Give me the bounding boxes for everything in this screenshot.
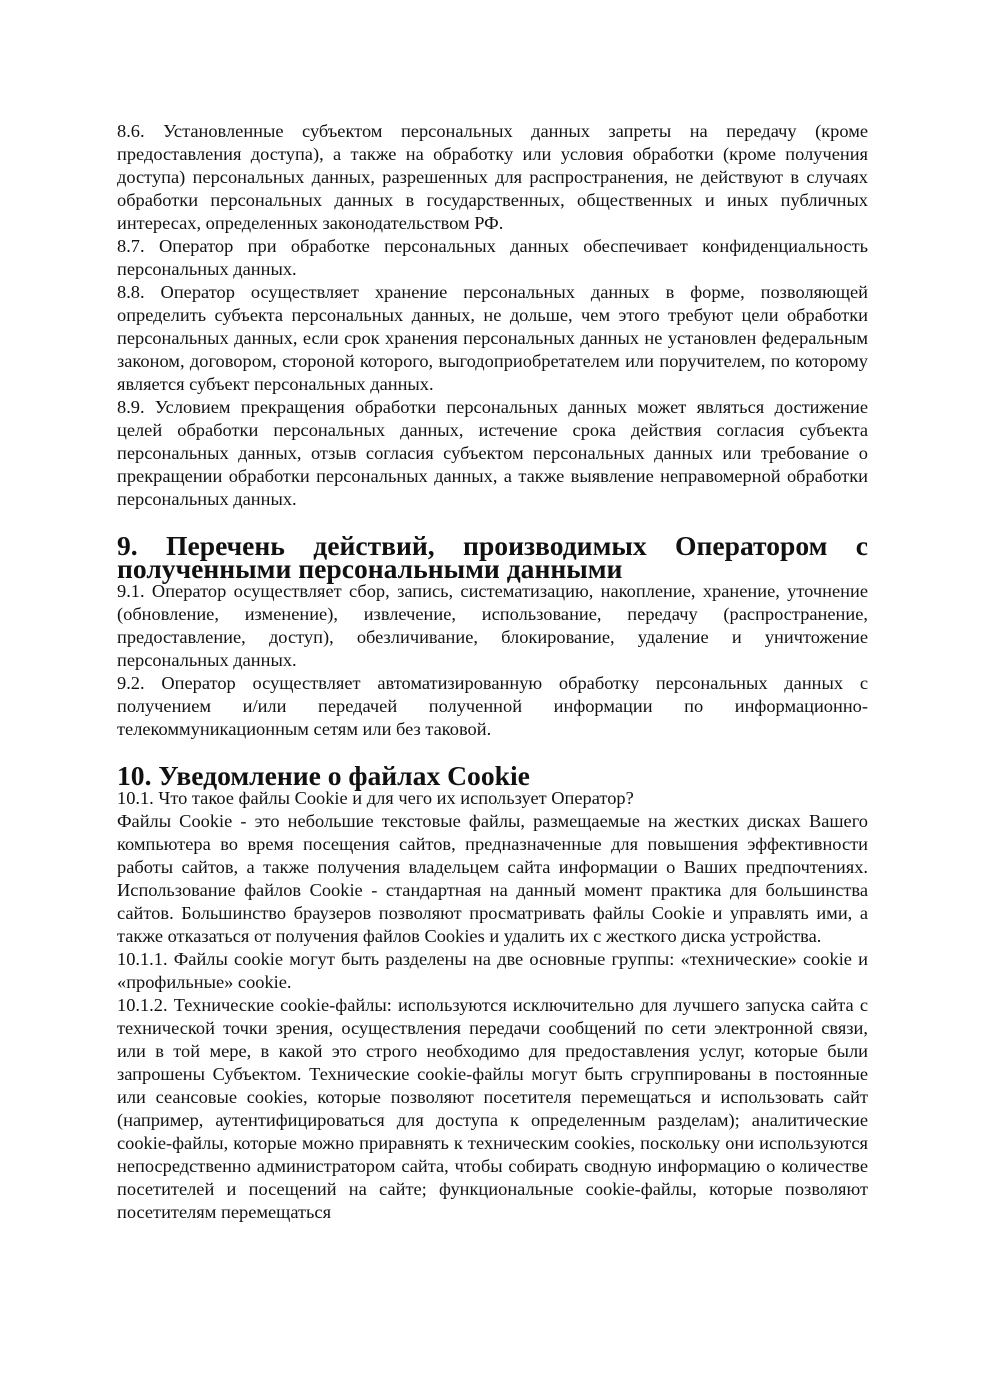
paragraph-8-7: 8.7. Оператор при обработке персональных данных обеспечивает конфиденциальность персональных данных. bbox=[117, 236, 868, 279]
document-page bbox=[117, 120, 868, 1224]
section-9-heading: 9. Перечень действий, производимых Оператором с полученными персональными данными bbox=[117, 530, 868, 584]
paragraph-8-6: 8.6. Установленные субъектом персональных данных запреты на передачу (кроме предоставления доступа), а также на обработку или условия обработки (кроме получения доступа) персональных данных, разрешенных для распространения, не действуют в случаях обработки персональных данных в государственных, общественных и иных публичных интересах, определенных законодательством РФ. bbox=[117, 121, 868, 233]
paragraph-10-1: 10.1. Что такое файлы Cookie и для чего их использует Оператор? bbox=[117, 788, 634, 808]
paragraph-9-2: 9.2. Оператор осуществляет автоматизированную обработку персональных данных с получением и/или передачей полученной информации по информационно-телекоммуникационным сетям или без таковой. bbox=[117, 673, 868, 739]
paragraph-cookie-definition: Файлы Cookie - это небольшие текстовые файлы, размещаемые на жестких дисках Вашего компьютера во время посещения сайтов, предназначенные для повышения эффективности работы сайтов, а также получения владельцем сайта информации о Ваших предпочтениях. Использование файлов Cookie - стандартная на данный момент практика для большинства сайтов. Большинство браузеров позволяют просматривать файлы Cookie и управлять ими, а также отказаться от получения файлов Cookies и удалить их с жесткого диска устройства. bbox=[117, 811, 868, 946]
paragraph-9-1: 9.1. Оператор осуществляет сбор, запись, систематизацию, накопление, хранение, уточнение (обновление, изменение), извлечение, использование, передачу (распространение, предоставление, доступ), обезличивание, блокирование, удаление и уничтожение персональных данных. bbox=[117, 581, 868, 670]
section-10-heading: 10. Уведомление о файлах Cookie bbox=[117, 760, 530, 791]
paragraph-10-1-2: 10.1.2. Технические cookie-файлы: используются исключительно для лучшего запуска сайта с технической точки зрения, осуществления передачи сообщений по сети электронной связи, или в той мере, в какой это строго необходимо для предоставления услуг, которые были запрошены Субъектом. Технические cookie-файлы могут быть сгруппированы в постоянные или сеансовые cookies, которые позволяют посетителя перемещаться и использовать сайт (например, аутентифицироваться для доступа к определенным разделам); аналитические cookie-файлы, которые можно приравнять к техническим cookies, поскольку они используются непосредственно администратором сайта, чтобы собирать сводную информацию о количестве посетителей и посещений на сайте; функциональные cookie-файлы, которые позволяют посетителям перемещаться bbox=[117, 995, 868, 1222]
paragraph-8-8: 8.8. Оператор осуществляет хранение персональных данных в форме, позволяющей определить субъекта персональных данных, не дольше, чем этого требуют цели обработки персональных данных, если срок хранения персональных данных не установлен федеральным законом, договором, стороной которого, выгодоприобретателем или поручителем, по которому является субъект персональных данных. bbox=[117, 282, 868, 394]
paragraph-10-1-1: 10.1.1. Файлы cookie могут быть разделены на две основные группы: «технические» cookie и «профильные» cookie. bbox=[117, 949, 868, 992]
paragraph-8-9: 8.9. Условием прекращения обработки персональных данных может являться достижение целей обработки персональных данных, истечение срока действия согласия субъекта персональных данных, отзыв согласия субъектом персональных данных или требование о прекращении обработки персональных данных, а также выявление неправомерной обработки персональных данных. bbox=[117, 397, 868, 509]
